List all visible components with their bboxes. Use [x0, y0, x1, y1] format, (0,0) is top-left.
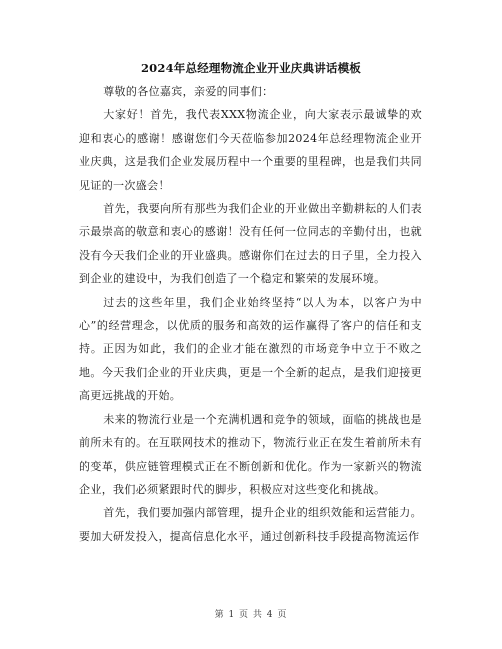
paragraph-2: 首先，我要向所有那些为我们企业的开业做出辛勤耕耘的人们表示最崇高的敬意和衷心的感谢！没有任何一位同志的辛勤付出，也就没有今天我们企业的开业盛典。感谢你们在过去的日子里，全力投入到企业的建设中，为我们创造了一个稳定和繁荣的发展环境。 [79, 202, 422, 286]
paragraph-5: 首先，我们要加强内部管理，提升企业的组织效能和运营能力。要加大研发投入，提高信息化水平，通过创新科技手段提高物流运作 [79, 506, 422, 543]
salutation: 尊敬的各位嘉宾，亲爱的同事们： [103, 85, 274, 98]
document-title: 2024年总经理物流企业开业庆典讲话模板 [140, 61, 361, 75]
page-footer: 第 1 页 共 4 页 [214, 610, 288, 620]
document-body [79, 80, 422, 548]
paragraph-1: 大家好！首先，我代表XXX物流企业，向大家表示最诚挚的欢迎和衷心的感谢！感谢您们今天莅临参加2024年总经理物流企业开业庆典，这是我们企业发展历程中一个重要的里程碑，也是我们共同见证的一次盛会！ [79, 108, 422, 192]
paragraph-4: 未来的物流行业是一个充满机遇和竞争的领域，面临的挑战也是前所未有的。在互联网技术的推动下，物流行业正在发生着前所未有的变革，供应链管理模式正在不断创新和优化。作为一家新兴的物流企业，我们必须紧跟时代的脚步，积极应对这些变化和挑战。 [79, 412, 422, 496]
paragraph-3: 过去的这些年里，我们企业始终坚持“以人为本，以客户为中心”的经营理念，以优质的服务和高效的运作赢得了客户的信任和支持。正因为如此，我们的企业才能在激烈的市场竞争中立于不败之地。今天我们企业的开业庆典，更是一个全新的起点，是我们迎接更高更远挑战的开始。 [79, 295, 422, 403]
